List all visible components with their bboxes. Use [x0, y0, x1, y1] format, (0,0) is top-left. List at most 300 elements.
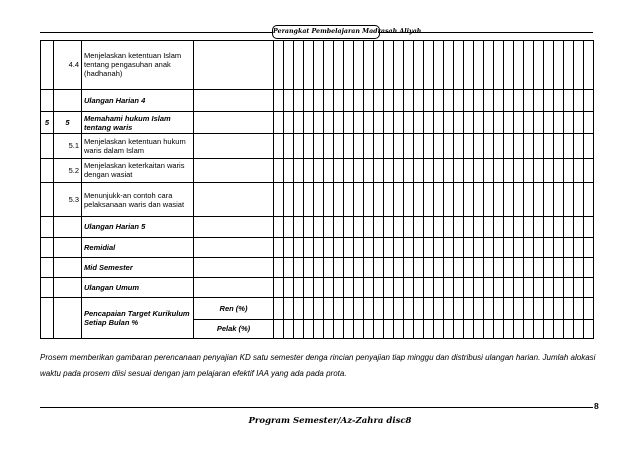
week-cell: [484, 278, 494, 298]
ren-percent-label: Ren (%): [194, 298, 274, 319]
week-cell: [384, 111, 394, 133]
week-cell: [584, 41, 594, 90]
week-cell: [514, 217, 524, 237]
week-cell: [474, 217, 484, 237]
competency-text-cell: Memahami hukum Islam tentang waris: [82, 111, 194, 133]
week-cell: [554, 158, 564, 182]
week-cell: [544, 89, 554, 111]
week-cell: [284, 257, 294, 277]
week-cell: [524, 217, 534, 237]
no-cell: [41, 41, 54, 90]
table-row: [41, 158, 594, 182]
week-cell: [334, 298, 344, 319]
week-cell: [514, 182, 524, 216]
week-cell: [384, 217, 394, 237]
week-cell: [354, 111, 364, 133]
week-cell: [524, 257, 534, 277]
week-cell: [384, 278, 394, 298]
week-cell: [484, 217, 494, 237]
week-cell: [524, 237, 534, 257]
week-cell: [304, 319, 314, 338]
week-cell: [414, 237, 424, 257]
week-cell: [364, 89, 374, 111]
week-cell: [574, 158, 584, 182]
week-cell: [514, 257, 524, 277]
week-cell: [284, 278, 294, 298]
week-cell: [554, 257, 564, 277]
week-cell: [554, 237, 564, 257]
week-cell: [344, 41, 354, 90]
week-cell: [524, 158, 534, 182]
week-cell: [424, 111, 434, 133]
week-cell: [474, 89, 484, 111]
week-cell: [344, 257, 354, 277]
week-cell: [394, 111, 404, 133]
explanatory-note: Prosem memberikan gambaran perencanaan penyajian KD satu semester denga rincian penyajian tiap minggu dan distribusi ulangan harian. Jumlah alokasi waktu pada prosem diisi sesuai dengan jam pelajaran efektif IAA yang ada pada prota.: [40, 353, 596, 378]
week-cell: [454, 217, 464, 237]
week-cell: [494, 319, 504, 338]
week-cell: [444, 298, 454, 319]
week-cell: [464, 182, 474, 216]
week-cell: [534, 41, 544, 90]
week-cell: [414, 89, 424, 111]
week-cell: [454, 298, 464, 319]
week-cell: [584, 158, 594, 182]
week-cell: [354, 89, 364, 111]
week-cell: [524, 319, 534, 338]
week-cell: [444, 41, 454, 90]
week-cell: [494, 237, 504, 257]
week-cell: [484, 182, 494, 216]
week-cell: [394, 134, 404, 158]
week-cell: [374, 237, 384, 257]
week-cell: [274, 278, 284, 298]
semester-program-table: [40, 40, 594, 339]
week-cell: [354, 278, 364, 298]
kd-number-cell: 5: [54, 111, 82, 133]
week-cell: [404, 111, 414, 133]
week-cell: [584, 134, 594, 158]
allocation-cell: [194, 257, 274, 277]
week-cell: [374, 182, 384, 216]
week-cell: [444, 319, 454, 338]
week-cell: [344, 89, 354, 111]
week-cell: [524, 278, 534, 298]
week-cell: [554, 319, 564, 338]
week-cell: [504, 41, 514, 90]
week-cell: [344, 182, 354, 216]
week-cell: [574, 237, 584, 257]
week-cell: [504, 298, 514, 319]
week-cell: [294, 41, 304, 90]
competency-text-cell: Menjelaskan keterkaitan waris dengan wasiat: [82, 158, 194, 182]
no-cell: [41, 89, 54, 111]
week-cell: [374, 41, 384, 90]
week-cell: [544, 257, 554, 277]
week-cell: [324, 298, 334, 319]
week-cell: [334, 217, 344, 237]
no-cell: [41, 298, 54, 339]
week-cell: [404, 257, 414, 277]
kd-number-cell: 5.1: [54, 134, 82, 158]
week-cell: [294, 217, 304, 237]
week-cell: [464, 134, 474, 158]
week-cell: [494, 111, 504, 133]
week-cell: [294, 158, 304, 182]
week-cell: [584, 89, 594, 111]
competency-text-cell: Menjelaskan ketentuan hukum waris dalam Islam: [82, 134, 194, 158]
week-cell: [404, 298, 414, 319]
week-cell: [344, 111, 354, 133]
week-cell: [394, 319, 404, 338]
kd-number-cell: [54, 217, 82, 237]
week-cell: [284, 319, 294, 338]
week-cell: [514, 298, 524, 319]
week-cell: [354, 319, 364, 338]
week-cell: [384, 237, 394, 257]
no-cell: [41, 217, 54, 237]
no-cell: [41, 278, 54, 298]
week-cell: [384, 89, 394, 111]
week-cell: [434, 278, 444, 298]
week-cell: [414, 158, 424, 182]
week-cell: [574, 89, 584, 111]
week-cell: [394, 237, 404, 257]
week-cell: [324, 111, 334, 133]
week-cell: [404, 237, 414, 257]
week-cell: [504, 182, 514, 216]
week-cell: [444, 111, 454, 133]
kd-number-cell: [54, 89, 82, 111]
week-cell: [294, 257, 304, 277]
kd-number-cell: [54, 237, 82, 257]
week-cell: [304, 41, 314, 90]
week-cell: [284, 41, 294, 90]
no-cell: [41, 134, 54, 158]
table-row: [41, 41, 594, 90]
week-cell: [554, 111, 564, 133]
week-cell: [274, 89, 284, 111]
week-cell: [504, 217, 514, 237]
week-cell: [494, 298, 504, 319]
week-cell: [374, 158, 384, 182]
week-cell: [494, 257, 504, 277]
week-cell: [464, 319, 474, 338]
week-cell: [424, 257, 434, 277]
week-cell: [374, 319, 384, 338]
week-cell: [364, 298, 374, 319]
week-cell: [424, 158, 434, 182]
week-cell: [334, 182, 344, 216]
competency-text-cell: Ulangan Harian 4: [82, 89, 194, 111]
week-cell: [294, 89, 304, 111]
week-cell: [314, 158, 324, 182]
week-cell: [394, 89, 404, 111]
footer-title: Program Semester/Az-Zahra disc8: [248, 416, 412, 426]
week-cell: [324, 41, 334, 90]
week-cell: [444, 278, 454, 298]
week-cell: [544, 111, 554, 133]
no-cell: [41, 257, 54, 277]
week-cell: [364, 182, 374, 216]
week-cell: [304, 278, 314, 298]
week-cell: [584, 182, 594, 216]
week-cell: [474, 237, 484, 257]
week-cell: [534, 89, 544, 111]
week-cell: [314, 278, 324, 298]
week-cell: [464, 217, 474, 237]
week-cell: [494, 41, 504, 90]
week-cell: [474, 278, 484, 298]
week-cell: [574, 257, 584, 277]
week-cell: [454, 278, 464, 298]
week-cell: [404, 134, 414, 158]
table-row: [41, 111, 594, 133]
week-cell: [494, 182, 504, 216]
week-cell: [424, 237, 434, 257]
week-cell: [314, 89, 324, 111]
week-cell: [304, 257, 314, 277]
allocation-cell: [194, 182, 274, 216]
week-cell: [474, 298, 484, 319]
week-cell: [334, 319, 344, 338]
week-cell: [274, 217, 284, 237]
week-cell: [434, 298, 444, 319]
week-cell: [334, 278, 344, 298]
week-cell: [484, 41, 494, 90]
week-cell: [354, 217, 364, 237]
week-cell: [304, 158, 314, 182]
week-cell: [474, 41, 484, 90]
week-cell: [514, 158, 524, 182]
week-cell: [424, 319, 434, 338]
week-cell: [534, 217, 544, 237]
week-cell: [374, 89, 384, 111]
week-cell: [484, 298, 494, 319]
week-cell: [294, 278, 304, 298]
week-cell: [454, 257, 464, 277]
week-cell: [484, 319, 494, 338]
week-cell: [544, 298, 554, 319]
week-cell: [554, 298, 564, 319]
week-cell: [304, 182, 314, 216]
week-cell: [514, 278, 524, 298]
allocation-cell: [194, 237, 274, 257]
week-cell: [464, 298, 474, 319]
week-cell: [374, 217, 384, 237]
kd-number-cell: [54, 298, 82, 339]
week-cell: [484, 134, 494, 158]
week-cell: [414, 182, 424, 216]
week-cell: [544, 278, 554, 298]
week-cell: [424, 278, 434, 298]
week-cell: [534, 182, 544, 216]
week-cell: [424, 217, 434, 237]
week-cell: [554, 217, 564, 237]
week-cell: [544, 237, 554, 257]
week-cell: [524, 298, 534, 319]
week-cell: [504, 257, 514, 277]
no-cell: [41, 237, 54, 257]
week-cell: [394, 257, 404, 277]
week-cell: [534, 278, 544, 298]
week-cell: [494, 278, 504, 298]
week-cell: [524, 134, 534, 158]
week-cell: [574, 217, 584, 237]
week-cell: [334, 89, 344, 111]
week-cell: [484, 237, 494, 257]
week-cell: [564, 41, 574, 90]
week-cell: [514, 41, 524, 90]
week-cell: [504, 111, 514, 133]
week-cell: [294, 237, 304, 257]
table-row: [41, 89, 594, 111]
week-cell: [294, 111, 304, 133]
week-cell: [414, 41, 424, 90]
week-cell: [574, 134, 584, 158]
week-cell: [374, 278, 384, 298]
allocation-cell: [194, 111, 274, 133]
week-cell: [544, 319, 554, 338]
week-cell: [394, 217, 404, 237]
week-cell: [334, 41, 344, 90]
week-cell: [574, 41, 584, 90]
week-cell: [444, 182, 454, 216]
week-cell: [544, 217, 554, 237]
week-cell: [564, 257, 574, 277]
week-cell: [414, 278, 424, 298]
week-cell: [314, 41, 324, 90]
week-cell: [424, 298, 434, 319]
week-cell: [314, 182, 324, 216]
week-cell: [454, 158, 464, 182]
week-cell: [404, 278, 414, 298]
week-cell: [544, 158, 554, 182]
week-cell: [304, 89, 314, 111]
week-cell: [494, 89, 504, 111]
competency-text-cell: Mid Semester: [82, 257, 194, 277]
kd-number-cell: [54, 257, 82, 277]
week-cell: [474, 257, 484, 277]
week-cell: [564, 111, 574, 133]
week-cell: [584, 237, 594, 257]
week-cell: [484, 89, 494, 111]
week-cell: [564, 182, 574, 216]
week-cell: [354, 158, 364, 182]
week-cell: [274, 41, 284, 90]
week-cell: [584, 278, 594, 298]
week-cell: [464, 89, 474, 111]
week-cell: [574, 278, 584, 298]
week-cell: [504, 319, 514, 338]
week-cell: [514, 319, 524, 338]
week-cell: [364, 158, 374, 182]
week-cell: [284, 237, 294, 257]
week-cell: [454, 41, 464, 90]
week-cell: [334, 158, 344, 182]
week-cell: [424, 41, 434, 90]
week-cell: [384, 298, 394, 319]
week-cell: [324, 278, 334, 298]
week-cell: [434, 182, 444, 216]
week-cell: [304, 134, 314, 158]
week-cell: [274, 134, 284, 158]
week-cell: [574, 182, 584, 216]
week-cell: [454, 182, 464, 216]
week-cell: [334, 257, 344, 277]
week-cell: [304, 217, 314, 237]
week-cell: [364, 134, 374, 158]
week-cell: [274, 111, 284, 133]
week-cell: [274, 237, 284, 257]
week-cell: [434, 319, 444, 338]
week-cell: [424, 182, 434, 216]
competency-text-cell: Ulangan Harian 5: [82, 217, 194, 237]
week-cell: [344, 298, 354, 319]
week-cell: [504, 134, 514, 158]
week-cell: [354, 182, 364, 216]
competency-text-cell: Menjelaskan ketentuan Islam tentang pengasuhan anak (hadhanah): [82, 41, 194, 90]
week-cell: [384, 319, 394, 338]
week-cell: [534, 134, 544, 158]
week-cell: [274, 257, 284, 277]
week-cell: [494, 158, 504, 182]
week-cell: [294, 298, 304, 319]
week-cell: [514, 89, 524, 111]
week-cell: [534, 257, 544, 277]
week-cell: [524, 89, 534, 111]
week-cell: [344, 217, 354, 237]
week-cell: [554, 89, 564, 111]
week-cell: [384, 257, 394, 277]
week-cell: [564, 298, 574, 319]
week-cell: [374, 134, 384, 158]
week-cell: [414, 298, 424, 319]
week-cell: [304, 111, 314, 133]
competency-text-cell: Remidial: [82, 237, 194, 257]
week-cell: [584, 319, 594, 338]
week-cell: [534, 237, 544, 257]
week-cell: [324, 257, 334, 277]
footer-rule: [40, 407, 593, 408]
week-cell: [434, 217, 444, 237]
week-cell: [444, 257, 454, 277]
week-cell: [404, 217, 414, 237]
week-cell: [454, 111, 464, 133]
week-cell: [404, 158, 414, 182]
week-cell: [324, 319, 334, 338]
week-cell: [464, 278, 474, 298]
week-cell: [354, 257, 364, 277]
competency-text-cell: Menunjukk-an contoh cara pelaksanaan waris dan wasiat: [82, 182, 194, 216]
table-row: [41, 217, 594, 237]
table-row: [41, 237, 594, 257]
week-cell: [394, 158, 404, 182]
week-cell: [384, 158, 394, 182]
week-cell: [414, 257, 424, 277]
week-cell: [284, 134, 294, 158]
week-cell: [584, 257, 594, 277]
week-cell: [434, 111, 444, 133]
week-cell: [504, 278, 514, 298]
week-cell: [344, 319, 354, 338]
competency-text-cell: Ulangan Umum: [82, 278, 194, 298]
week-cell: [384, 41, 394, 90]
week-cell: [284, 111, 294, 133]
running-title: Perangkat Pembelajaran Madrasah Aliyah: [272, 25, 380, 39]
week-cell: [324, 217, 334, 237]
week-cell: [454, 89, 464, 111]
